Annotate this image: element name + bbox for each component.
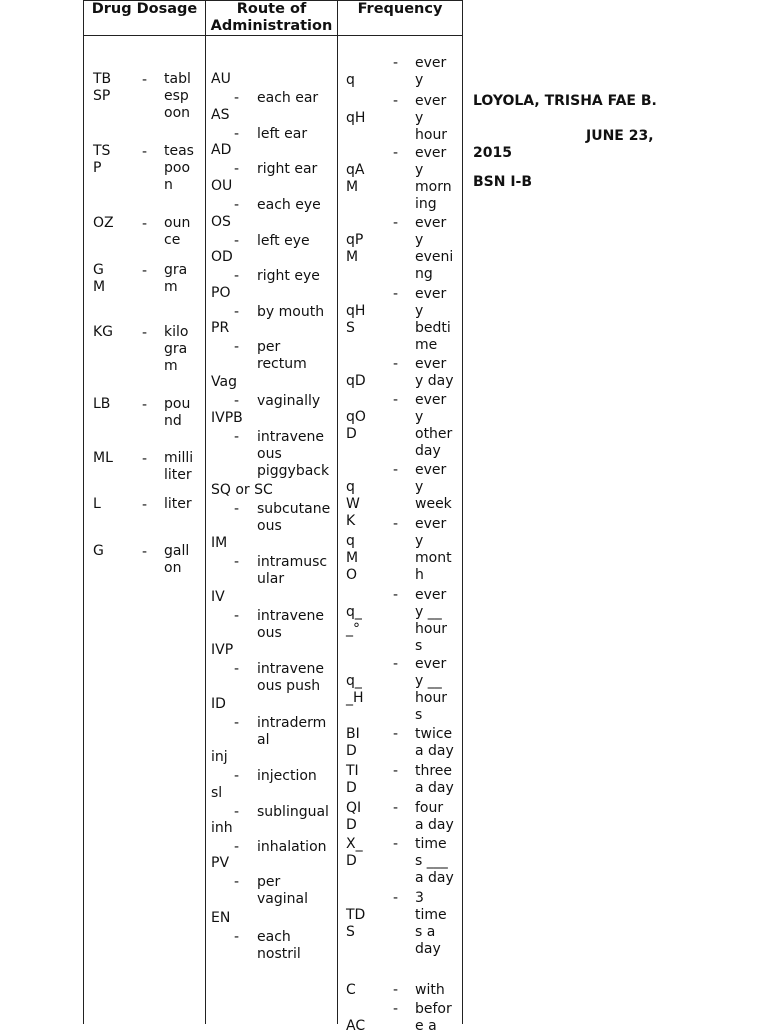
frequency-abbreviation: D	[346, 780, 357, 796]
dash-separator: -	[393, 836, 399, 852]
route-meaning: vaginal	[257, 891, 308, 907]
route-meaning: intravene	[257, 661, 324, 677]
dash-separator: -	[142, 497, 148, 513]
route-meaning: left ear	[257, 126, 308, 142]
frequency-meaning: y	[415, 409, 424, 425]
frequency-meaning: y	[415, 232, 424, 248]
frequency-abbreviation: qP	[346, 232, 364, 248]
route-meaning: ous	[257, 446, 282, 462]
frequency-meaning: s	[415, 638, 423, 654]
frequency-meaning: s ___	[415, 853, 448, 869]
frequency-abbreviation: D	[346, 853, 357, 869]
route-abbreviation: AS	[211, 107, 230, 123]
route-abbreviation: inh	[211, 820, 233, 836]
student-name: LOYOLA, TRISHA FAE B.	[473, 93, 657, 109]
frequency-abbreviation: BI	[346, 726, 360, 742]
frequency-meaning: s a	[415, 924, 436, 940]
dosage-abbreviation: OZ	[93, 215, 114, 231]
frequency-meaning: mont	[415, 550, 452, 566]
frequency-meaning: y __	[415, 604, 442, 620]
route-meaning: by mouth	[257, 304, 325, 320]
frequency-meaning: hour	[415, 621, 448, 637]
dosage-meaning: tabl	[164, 71, 191, 87]
dash-separator: -	[234, 715, 240, 731]
dosage-meaning: pou	[164, 396, 191, 412]
route-abbreviation: PV	[211, 855, 230, 871]
dash-separator: -	[393, 763, 399, 779]
dash-separator: -	[393, 55, 399, 71]
dosage-abbreviation: L	[93, 496, 101, 512]
frequency-meaning: morn	[415, 179, 452, 195]
route-abbreviation: Vag	[211, 374, 237, 390]
frequency-meaning: y day	[415, 373, 454, 389]
dash-separator: -	[234, 608, 240, 624]
frequency-abbreviation: QI	[346, 800, 362, 816]
frequency-abbreviation: K	[346, 513, 356, 529]
frequency-abbreviation: qA	[346, 162, 365, 178]
dash-separator: -	[234, 197, 240, 213]
dash-separator: -	[234, 233, 240, 249]
dosage-meaning: teas	[164, 143, 194, 159]
dosage-meaning: m	[164, 279, 178, 295]
route-meaning: intramusc	[257, 554, 328, 570]
route-abbreviation: sl	[211, 785, 223, 801]
dash-separator: -	[234, 874, 240, 890]
frequency-abbreviation: _H	[346, 690, 364, 706]
dosage-abbreviation: G	[93, 543, 104, 559]
frequency-abbreviation: qD	[346, 373, 366, 389]
frequency-meaning: ever	[415, 392, 447, 408]
frequency-abbreviation: C	[346, 982, 356, 998]
header-divider	[84, 35, 462, 36]
frequency-meaning: other	[415, 426, 453, 442]
frequency-meaning: 3	[415, 890, 424, 906]
route-abbreviation: inj	[211, 749, 228, 765]
dosage-meaning: poo	[164, 160, 191, 176]
route-meaning: intravene	[257, 429, 324, 445]
frequency-meaning: h	[415, 567, 424, 583]
frequency-abbreviation: M	[346, 249, 359, 265]
dash-separator: -	[234, 839, 240, 855]
dash-separator: -	[234, 393, 240, 409]
frequency-meaning: bedti	[415, 320, 451, 336]
route-meaning: subcutane	[257, 501, 331, 517]
dash-separator: -	[234, 90, 240, 106]
dosage-meaning: m	[164, 358, 178, 374]
frequency-meaning: time	[415, 907, 447, 923]
frequency-abbreviation: _°	[346, 621, 360, 637]
date-line: JUNE 23,	[586, 128, 654, 144]
frequency-abbreviation: qH	[346, 110, 366, 126]
dosage-meaning: liter	[164, 496, 192, 512]
dash-separator: -	[142, 216, 148, 232]
frequency-meaning: y	[415, 303, 424, 319]
frequency-meaning: week	[415, 496, 452, 512]
frequency-abbreviation: D	[346, 817, 357, 833]
frequency-meaning: ever	[415, 145, 447, 161]
route-meaning: inhalation	[257, 839, 327, 855]
dash-separator: -	[393, 145, 399, 161]
frequency-abbreviation: M	[346, 179, 359, 195]
route-meaning: al	[257, 732, 270, 748]
dash-separator: -	[142, 397, 148, 413]
route-meaning: vaginally	[257, 393, 321, 409]
dash-separator: -	[234, 429, 240, 445]
route-meaning: each ear	[257, 90, 319, 106]
dosage-abbreviation: TS	[93, 143, 111, 159]
dosage-abbreviation: SP	[93, 88, 111, 104]
route-abbreviation: AD	[211, 142, 232, 158]
frequency-abbreviation: W	[346, 496, 360, 512]
route-abbreviation: SQ or SC	[211, 482, 273, 498]
frequency-abbreviation: q_	[346, 604, 362, 620]
frequency-meaning: twice	[415, 726, 453, 742]
dash-separator: -	[393, 982, 399, 998]
abbreviation-table	[83, 0, 463, 1034]
frequency-meaning: a day	[415, 870, 454, 886]
dash-separator: -	[142, 325, 148, 341]
frequency-meaning: ever	[415, 462, 447, 478]
frequency-meaning: me	[415, 337, 438, 353]
dosage-meaning: oun	[164, 215, 191, 231]
frequency-abbreviation: q	[346, 72, 355, 88]
dosage-meaning: on	[164, 560, 182, 576]
route-meaning: intravene	[257, 608, 324, 624]
dosage-meaning: ce	[164, 232, 181, 248]
route-meaning: each eye	[257, 197, 321, 213]
dash-separator: -	[234, 339, 240, 355]
frequency-meaning: y __	[415, 673, 442, 689]
frequency-abbreviation: D	[346, 426, 357, 442]
frequency-meaning: day	[415, 941, 441, 957]
dash-separator: -	[234, 554, 240, 570]
route-meaning: right eye	[257, 268, 320, 284]
frequency-meaning: ever	[415, 286, 447, 302]
frequency-meaning: with	[415, 982, 445, 998]
frequency-abbreviation: S	[346, 320, 355, 336]
frequency-meaning: ever	[415, 656, 447, 672]
dosage-meaning: liter	[164, 467, 192, 483]
dash-separator: -	[234, 268, 240, 284]
frequency-meaning: e a	[415, 1018, 437, 1034]
route-abbreviation: AU	[211, 71, 231, 87]
route-meaning: each	[257, 929, 291, 945]
frequency-abbreviation: O	[346, 567, 358, 583]
dash-separator: -	[393, 356, 399, 372]
dash-separator: -	[142, 72, 148, 88]
route-abbreviation: PO	[211, 285, 231, 301]
date-year: 2015	[473, 145, 512, 161]
dosage-header: Drug Dosage	[91, 1, 198, 17]
frequency-abbreviation: AC	[346, 1018, 366, 1034]
route-meaning: piggyback	[257, 463, 330, 479]
route-header-line: Administration	[210, 18, 333, 34]
route-meaning: ular	[257, 571, 285, 587]
frequency-meaning: a day	[415, 817, 454, 833]
column-divider	[337, 0, 338, 1024]
frequency-abbreviation: TD	[346, 907, 366, 923]
route-meaning: right ear	[257, 161, 318, 177]
dash-separator: -	[393, 587, 399, 603]
frequency-abbreviation: D	[346, 743, 357, 759]
frequency-abbreviation: q	[346, 479, 355, 495]
frequency-meaning: eveni	[415, 249, 454, 265]
dash-separator: -	[234, 126, 240, 142]
frequency-meaning: a day	[415, 780, 454, 796]
frequency-meaning: time	[415, 836, 447, 852]
dosage-meaning: gall	[164, 543, 190, 559]
frequency-meaning: day	[415, 443, 441, 459]
frequency-meaning: four	[415, 800, 444, 816]
frequency-meaning: y	[415, 110, 424, 126]
frequency-abbreviation: TI	[346, 763, 359, 779]
route-meaning: left eye	[257, 233, 310, 249]
frequency-meaning: ever	[415, 356, 447, 372]
route-meaning: ous push	[257, 678, 321, 694]
frequency-abbreviation: q	[346, 533, 355, 549]
dash-separator: -	[393, 286, 399, 302]
dosage-abbreviation: LB	[93, 396, 111, 412]
dash-separator: -	[142, 544, 148, 560]
dosage-abbreviation: G	[93, 262, 104, 278]
section-label: BSN I-B	[473, 174, 533, 190]
dosage-meaning: nd	[164, 413, 182, 429]
dosage-meaning: gra	[164, 262, 188, 278]
frequency-header: Frequency	[357, 1, 443, 17]
route-meaning: rectum	[257, 356, 307, 372]
frequency-meaning: ever	[415, 93, 447, 109]
route-meaning: per	[257, 339, 281, 355]
frequency-meaning: befor	[415, 1001, 452, 1017]
frequency-abbreviation: M	[346, 550, 359, 566]
dosage-meaning: esp	[164, 88, 189, 104]
frequency-meaning: y	[415, 72, 424, 88]
dash-separator: -	[234, 768, 240, 784]
dash-separator: -	[142, 263, 148, 279]
dash-separator: -	[234, 661, 240, 677]
route-abbreviation: IVPB	[211, 410, 243, 426]
dosage-meaning: kilo	[164, 324, 189, 340]
dosage-meaning: n	[164, 177, 173, 193]
dosage-meaning: milli	[164, 450, 194, 466]
dash-separator: -	[142, 144, 148, 160]
frequency-abbreviation: q_	[346, 673, 362, 689]
dosage-abbreviation: ML	[93, 450, 113, 466]
dash-separator: -	[393, 392, 399, 408]
route-header-line: Route of	[236, 1, 307, 17]
frequency-meaning: a day	[415, 743, 454, 759]
dash-separator: -	[234, 929, 240, 945]
frequency-abbreviation: X_	[346, 836, 363, 852]
route-meaning: sublingual	[257, 804, 329, 820]
dosage-meaning: gra	[164, 341, 188, 357]
frequency-meaning: hour	[415, 690, 448, 706]
frequency-abbreviation: qO	[346, 409, 366, 425]
route-abbreviation: OD	[211, 249, 233, 265]
frequency-meaning: hour	[415, 127, 448, 143]
frequency-abbreviation: S	[346, 924, 355, 940]
route-abbreviation: IV	[211, 589, 225, 605]
route-header	[206, 1, 337, 35]
frequency-meaning: y	[415, 162, 424, 178]
route-meaning: ous	[257, 518, 282, 534]
dosage-abbreviation: P	[93, 160, 102, 176]
frequency-meaning: y	[415, 479, 424, 495]
dash-separator: -	[234, 304, 240, 320]
frequency-meaning: ever	[415, 55, 447, 71]
dosage-abbreviation: TB	[93, 71, 112, 87]
frequency-meaning: s	[415, 707, 423, 723]
frequency-meaning: ng	[415, 266, 433, 282]
dash-separator: -	[234, 501, 240, 517]
dash-separator: -	[393, 1001, 399, 1017]
dash-separator: -	[234, 804, 240, 820]
frequency-abbreviation: qH	[346, 303, 366, 319]
dash-separator: -	[393, 516, 399, 532]
column-divider	[205, 0, 206, 1024]
route-meaning: nostril	[257, 946, 301, 962]
route-meaning: injection	[257, 768, 317, 784]
dash-separator: -	[393, 462, 399, 478]
dosage-abbreviation: KG	[93, 324, 114, 340]
route-abbreviation: OU	[211, 178, 233, 194]
route-abbreviation: EN	[211, 910, 231, 926]
route-meaning: ous	[257, 625, 282, 641]
route-abbreviation: PR	[211, 320, 230, 336]
dash-separator: -	[393, 800, 399, 816]
frequency-meaning: ing	[415, 196, 437, 212]
dash-separator: -	[393, 656, 399, 672]
dash-separator: -	[234, 161, 240, 177]
route-abbreviation: IVP	[211, 642, 234, 658]
frequency-meaning: three	[415, 763, 453, 779]
dash-separator: -	[393, 726, 399, 742]
dash-separator: -	[393, 215, 399, 231]
frequency-meaning: ever	[415, 215, 447, 231]
route-abbreviation: ID	[211, 696, 226, 712]
route-abbreviation: IM	[211, 535, 228, 551]
dosage-abbreviation: M	[93, 279, 106, 295]
frequency-meaning: ever	[415, 516, 447, 532]
dosage-meaning: oon	[164, 105, 191, 121]
route-abbreviation: OS	[211, 214, 231, 230]
dash-separator: -	[142, 451, 148, 467]
route-meaning: intraderm	[257, 715, 327, 731]
frequency-meaning: ever	[415, 587, 447, 603]
frequency-meaning: y	[415, 533, 424, 549]
dash-separator: -	[393, 93, 399, 109]
route-meaning: per	[257, 874, 281, 890]
dash-separator: -	[393, 890, 399, 906]
